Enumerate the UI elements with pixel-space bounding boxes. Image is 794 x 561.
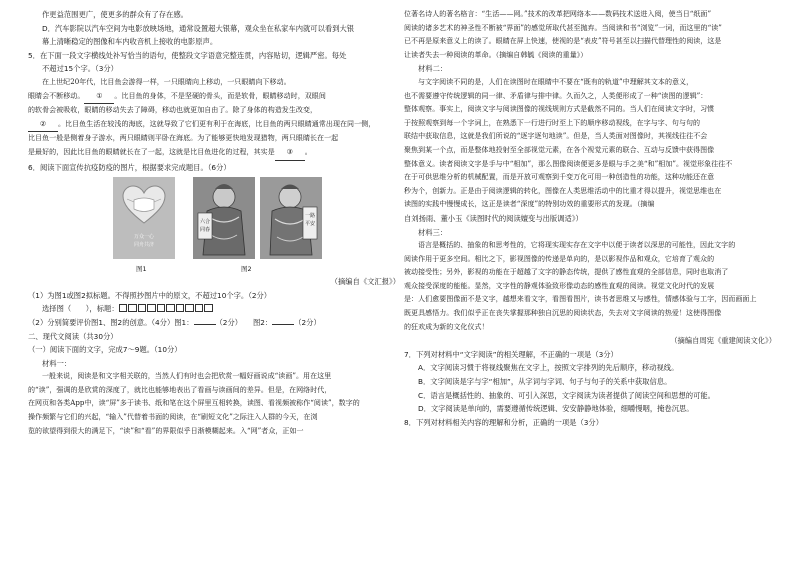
right-column [404, 8, 776, 429]
question-7-prompt: 7．下列对材料中“文字阅读”的相关理解，不正确的一项是（3分） [404, 349, 618, 359]
material-1-line: 已不再是原来意义上的读了。眼睛在屏上快速，使视的是“表皮”符号甚至以扫描代替理性的阅读，这是 [404, 37, 722, 46]
q5-passage-line: 在上世纪20年代，比目鱼会游得一样，一只眼睛向上移动，一只眼睛向下移动。 [42, 77, 291, 86]
material-1-line: 在网页和各类App中，读“屏”多于读书、纸和笔在这个屏里互相转换，读图、看视频被称作“阅读”，数字的 [28, 399, 360, 408]
figure-2-door-god-left [193, 177, 255, 259]
material-3-line: 阅读作用于更多空间。相比之下，影视图像的传递是单向的，是以影视作品和观众，它培育了观众的 [404, 254, 715, 263]
q5-passage-line: 比目鱼一般是侧着身子游水，两只眼睛则平卧在海底。为了能够更快地发现猎物，两只眼睛长在一起 [28, 134, 339, 143]
figure-1-caption: 图1 [136, 265, 147, 274]
material-2-line: 整体观察。事实上，阅读文字与阅读图像的视线规则方式是截然不同的。当人们在阅读文字时，习惯 [404, 105, 715, 114]
material-label: 材料一： [42, 358, 72, 368]
material-3-line: 被动接受性；另外，影视的功能在于超越了文字的静态传统，提供了感性直观的全部信息，同时也取消了 [404, 268, 729, 277]
q5-passage-line: ② 。比目鱼生活在较浅的海底，这就导致了它们更有利于在海底，比目鱼的两只眼睛通常出现在同一侧， [28, 118, 400, 133]
figure-1-text-1: 万众一心 [133, 234, 154, 241]
figure-1-poster [113, 177, 175, 259]
material-3-line: 是：人们愈要图像面不是文字，越想来看文字，看图看图片，读书者思维又与感性，情感体验与工字，因而画面上 [404, 295, 757, 304]
text-line: D．汽车影院以汽车空间为电影放映场地，通常设置超大银幕，观众坐在私家车内就可以看到大银 [42, 23, 355, 33]
figure-2-door-god-right [260, 177, 322, 259]
heart-mask-icon [121, 185, 167, 225]
question-5-prompt-cont: 不超过15个字。（3分） [42, 64, 118, 74]
question-6-prompt: 6．阅读下面宣传抗疫防疫的图片，根据要求完成题目。（6分） [28, 162, 231, 172]
source-note: （摘编自《文汇报》） [330, 277, 400, 287]
material-1-line: 位著名诗人的著名格言：“生活——网。”技术的改革把网络本——数码技术送进入阅，使当日“纸面” [404, 10, 712, 18]
answer-blank[interactable] [194, 324, 216, 325]
q7-option-d[interactable]: D．文字阅读是单向的，需要遵循传统逻辑、安安静静地体验，细嚼慢咽，掩卷沉思。 [418, 404, 694, 414]
q7-option-c[interactable]: C．语言是概括性的、抽象的、可引入深思，文字阅读为读者提供了阅读空间和思想的可能。 [418, 390, 715, 400]
material-2-line: 也不需要遵守传统逻辑的同一律、矛盾律与排中律。久而久之，人类便形成了一种“读图的逻辑”： [404, 91, 708, 100]
material-2-line: 与文字阅读不同的是，人们在读图时在眼睛中不要在“既有的轨道”中理解其文本的意义， [418, 77, 694, 86]
material-1-line: 阅读的诸多艺术的神圣性不断被“界面”的感觉所取代甚至抛弃。当阅读和书“浏览”一词，而这里的“读” [404, 23, 722, 32]
q5-passage-line: 眼睛会不断移动。 ① 。比目鱼的身体，不是坚硬的骨头，而是软骨，眼睛移动时，双眼间 [28, 90, 400, 105]
material-label: 材料二： [418, 64, 448, 74]
sign-char: 一路 [304, 213, 316, 220]
question-5-prompt: 5．在下面一段文字横线处补写恰当的语句，使整段文字语意完整连贯，内容贴切，逻辑严密。每处 [28, 50, 347, 60]
figures-block [28, 175, 400, 275]
material-2-line: 聚焦到某一个点，而是整体地投射至全部视觉元素，在各个视觉元素的联合、互动与反馈中获得图像 [404, 145, 715, 154]
answer-blank-2[interactable]: ② [28, 118, 58, 133]
material-2-line: 秒为个，创新力。正是由于阅读逻辑的转化，图像在人类思维活动中的比重才得以提升，视觉思维也在 [404, 186, 722, 195]
q5-passage-line: 的软骨会被吸收，眼睛的移动失去了障碍，移动也就更加自由了。除了身体的构造发生改变， [28, 106, 318, 115]
material-1-line: 让读者失去一种阅读的革命。（摘编自韩毓《阅读的重量》） [404, 50, 588, 59]
question-8-prompt: 8．下列对材料相关内容的理解和分析，正确的一项是（3分） [404, 417, 604, 427]
answer-blank[interactable] [272, 324, 294, 325]
q6-answer-line-1: 选择图（ ），标题： [28, 302, 400, 316]
text-line: 作更益范围更广，使更多的群众有了存在感。 [42, 10, 188, 19]
material-1-line: 一般来说，阅读是和文字相关联的，当然人们有时也会把欣赏一幅好画说成“读画”。用在这里 [42, 372, 332, 381]
door-god-right-icon [260, 177, 322, 259]
material-2-line: 联结中获取信息，这就是我们所说的“逐字逐句地读”。但是，当人类面对图像时，其视线往往不会 [404, 132, 708, 141]
figure-1-text-2: 同舟共济 [133, 242, 154, 249]
left-column [28, 8, 400, 438]
material-2-line: 于按照观察到每一个字词上，在熟悉下一行进行时至上下的顺序移动视线，在字与字、句与句的 [404, 118, 701, 127]
subsection-heading: （一）阅读下面的文字，完成7～9题。（10分） [28, 345, 182, 355]
section-heading: 二、现代文阅读（共30分） [28, 331, 118, 341]
source-note: （摘编自周宪《重建阅读文化》） [670, 336, 776, 346]
material-2-line: 在于可供思维分析的机械配置，而是开放可观察到千变万化可用一种创造性的功能，这种功能还在意 [404, 173, 715, 182]
answer-boxes[interactable] [119, 304, 214, 313]
answer-blank-1[interactable]: ① [84, 90, 114, 105]
sign-char: 平安 [304, 221, 316, 228]
source-note: 自刘扬雨、董小玉《读图时代的阅读嬗变与出版调适》） [404, 213, 583, 223]
q7-option-b[interactable]: B．文字阅读是字与字“相加”，从字词与字词、句子与句子的关系中获取信息。 [418, 377, 672, 387]
material-3-line: 语言是概括的、抽象的和思考性的，它将现实现实存在文字中以便于读者以深思的可能性，因此文字的 [418, 241, 736, 250]
door-god-left-icon [193, 177, 255, 259]
text-line: 幕上清晰稳定的图像和车内收音机上接收的电影原声。 [42, 37, 218, 47]
q7-option-a[interactable]: A．文字阅读习惯于将视线聚焦在文字上，按照文字排列的先后顺序，移动视线。 [418, 363, 679, 373]
material-1-line: 操作频繁与它们的兴起，“输入”代替着书面的阅读，在“刷短文化”之际注入人群的今天，在浏 [28, 413, 318, 422]
material-3-line: 既更具感悟力。我们似乎正在丧失掌握那种独自沉思的阅读状态，失去对文字阅读的热爱！这使得图像 [404, 309, 722, 318]
material-3-line: 观众接受深度的能能。显然，文字性的静观体验致形像动态的感性直观的阅读。视觉文化时代的发展 [404, 281, 715, 290]
material-label: 材料三： [418, 227, 448, 237]
sign-char: 同春 [199, 227, 211, 234]
material-1-line: 的“读”，强调的是欣赏的深度了，就比也能够地表出了看画与读画间的差异。但是，在网络时代， [28, 385, 332, 394]
material-1-line: 览的欲望得到很大的满足下，“读”和“看”的界限似乎日渐模糊起来。入“网”者众，正如一 [28, 426, 304, 435]
material-2-line: 整体意义。读者阅读文字是手与中“相加”，那么图像阅读便更多是眼与手之美“和”相加”。视觉形象往往不 [404, 159, 733, 168]
q6-subquestion-2: （2）分别简要评价图1、图2的创意。（4分）图1： （2分） 图2： （2分） [28, 317, 321, 327]
figure-2-caption: 图2 [241, 265, 252, 274]
q5-passage-line: 是最好的，因此比目鱼的眼睛就长在了一起，这就是比目鱼进化的过程，其实是 ③ 。 [28, 146, 400, 161]
q6-subquestion-1: （1）为图1或图2拟标题。不得照抄图片中的原文，不超过10个字。（2分） [28, 290, 272, 300]
material-2-line: 读图的实践中慢慢成长，这正是读者“深度”的特别功效的重要形式的发现。（摘编 [404, 200, 655, 209]
material-3-line: 的狂欢成为新的文化仪式！ [404, 322, 489, 331]
answer-blank-3[interactable]: ③ [275, 146, 305, 161]
sign-char: 六合 [199, 219, 211, 226]
